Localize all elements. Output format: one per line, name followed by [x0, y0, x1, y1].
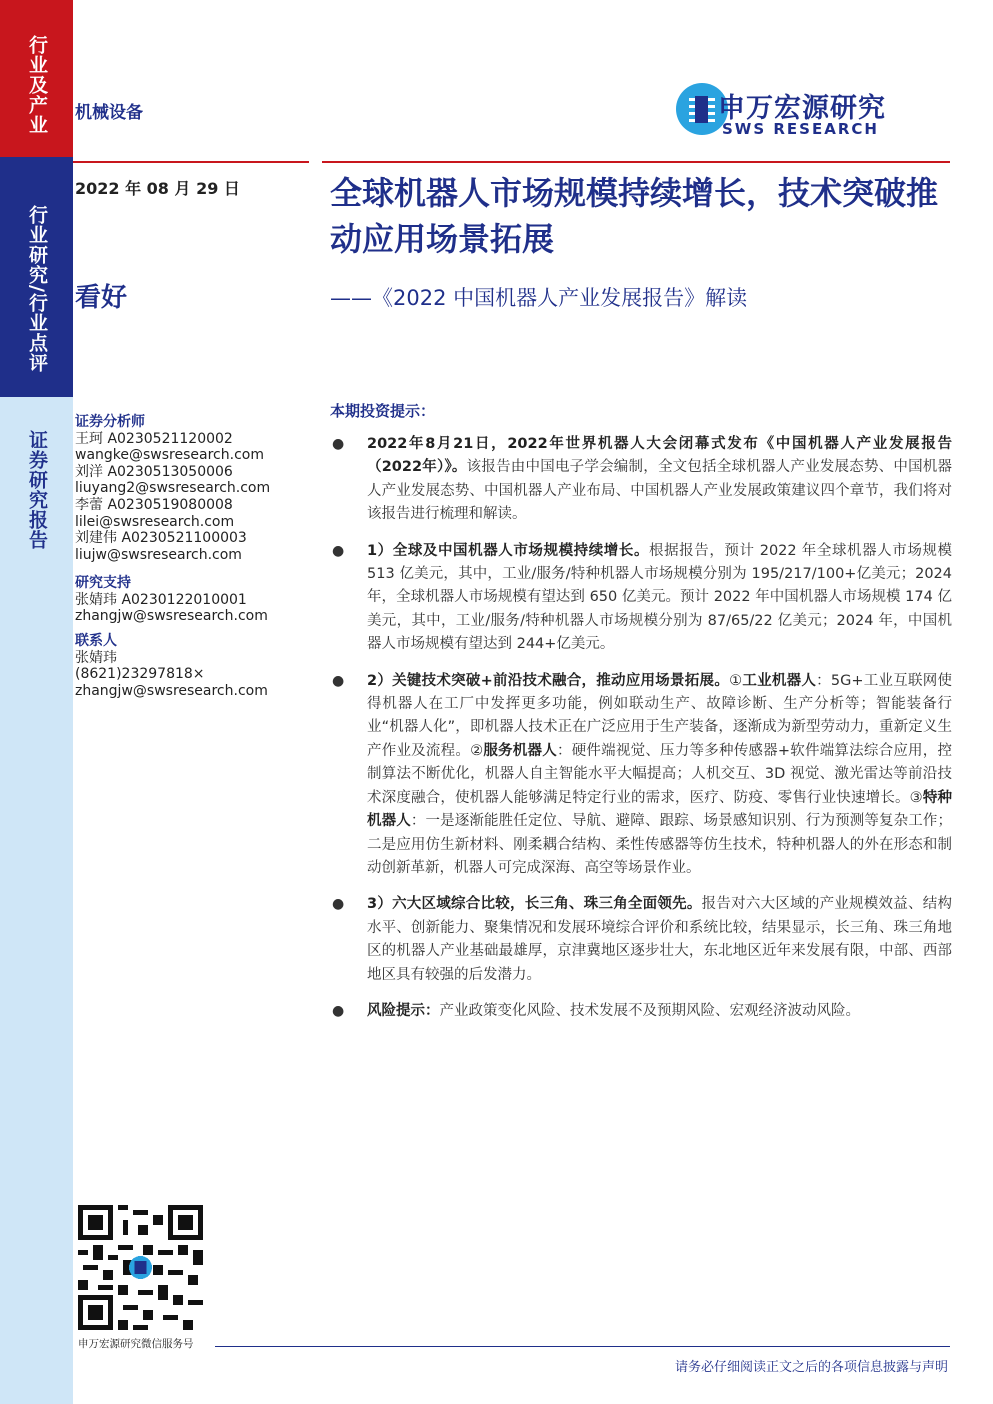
bullet-dot-icon: ● [332, 542, 345, 559]
analyst-block [75, 414, 315, 563]
bullet-text: 产业政策变化风险、技术发展不及预期风险、宏观经济波动风险。 [439, 1002, 860, 1019]
sidebar-report-type: 行业研究/行业点评 [26, 205, 48, 373]
qr-caption: 申万宏源研究微信服务号 [78, 1338, 194, 1350]
bullet-text: 该报告由中国电子学会编制，全文包括全球机器人产业发展态势、中国机器人产业发展态势、中国机器人产业布局、中国机器人产业发展政策建议四个章节，我们将对该报告进行梳理和解读。 [367, 459, 953, 523]
bullet-item [330, 433, 952, 527]
sidebar-series: 证券研究报告 [26, 430, 48, 550]
bullet-item [330, 670, 952, 881]
analyst-email[interactable]: liujw@swsresearch.com [75, 546, 242, 563]
bullet-subhead: 工业机器人 [742, 672, 817, 689]
analyst-email[interactable]: lilei@swsresearch.com [75, 513, 235, 530]
top-rule-left [73, 161, 309, 163]
bullet-dot-icon: ● [332, 672, 345, 689]
logo-text-en: SWS RESEARCH [722, 120, 879, 138]
contact-block [75, 633, 315, 699]
bullet-marker: ① [729, 672, 743, 689]
rating: 看好 [75, 283, 128, 313]
qr-code-icon[interactable] [78, 1205, 203, 1330]
top-rule-right [322, 161, 950, 163]
bullet-item [330, 1000, 952, 1023]
analyst-name: 刘建伟 A0230521100003 [75, 530, 247, 547]
footer-rule [215, 1346, 950, 1347]
support-email[interactable]: zhangjw@swsresearch.com [75, 608, 268, 625]
bullet-text: 根据报告，预计 2022 年全球机器人市场规模 513 亿美元，其中，工业/服务/特种机器人市场规模分别为 195/217/100+亿美元；2024 年，全球机器人市场规模有望达到 650 亿美元。预计 2022 年中国机器人市场规模 174 亿美元，其中，工业/服务/特种机器人市场规模分别为 87/65/22 亿美元；2024 年，中国机器人市场规模有望达到 244+亿美元。 [367, 542, 952, 653]
footer-disclaimer: 请务必仔细阅读正文之后的各项信息披露与声明 [674, 1360, 948, 1375]
contact-heading: 联系人 [75, 633, 117, 649]
analyst-name: 刘洋 A0230513050006 [75, 463, 233, 480]
support-block [75, 575, 315, 625]
bullet-text: ：硬件端视觉、压力等多种传感器+软件端算法综合应用，控制算法不断优化，机器人自主智能水平大幅提高；人机交互、3D 视觉、激光雷达等前沿技术深度融合，使机器人能够满足特定行业的需求，医疗、防疫、零售行业快速增长。 [367, 742, 953, 806]
bullet-dot-icon: ● [332, 436, 345, 452]
bullet-list [330, 433, 952, 1036]
bullet-dot-icon: ● [332, 1002, 345, 1019]
bullet-marker: ② [470, 742, 484, 759]
analyst-heading: 证券分析师 [75, 414, 145, 430]
bullet-item [330, 540, 952, 657]
bullet-item [330, 893, 952, 987]
bullet-text: ：一是逐渐能胜任定位、导航、避障、跟踪、场景感知识别、行为预测等复杂工作；二是应用仿生新材料、刚柔耦合结构、柔性传感器等仿生技术，特种机器人的外在形态和制动创新革新，机器人可完成深海、高空等场景作业。 [367, 813, 953, 876]
bullet-text: ：5G+工业互联网使得机器人在工厂中发挥更多功能，例如联动生产、故障诊断、生产分析等；智能装备行业“机器人化”，即机器人技术正在广泛应用于生产装备，逐渐成为新型劳动力，重新定义生产作业及流程。 [367, 672, 953, 759]
report-date: 2022 年 08 月 29 日 [75, 179, 240, 198]
bullet-lead: 风险提示： [367, 1002, 440, 1019]
bullet-marker: ③ [909, 789, 923, 806]
analyst-name: 王珂 A0230521120002 [75, 430, 233, 447]
contact-phone: (8621)23297818× [75, 666, 205, 683]
report-subtitle: ——《2022 中国机器人产业发展报告》解读 [330, 286, 748, 310]
bullet-subhead: 特种机器人 [367, 789, 953, 830]
bullet-lead: 2022年8月21日，2022年世界机器人大会闭幕式发布《中国机器人产业发展报告（2022年）》。 [367, 436, 952, 476]
bullet-dot-icon: ● [332, 896, 345, 913]
sector-label: 机械设备 [75, 103, 143, 123]
section-title: 本期投资提示： [330, 402, 436, 420]
bullet-lead: 2）关键技术突破+前沿技术融合，推动应用场景拓展。 [367, 672, 730, 689]
analyst-email[interactable]: liuyang2@swsresearch.com [75, 480, 271, 497]
bullet-subhead: 服务机器人 [483, 742, 557, 759]
analyst-name: 李蕾 A0230519080008 [75, 496, 233, 513]
bullet-lead: 3）六大区域综合比较，长三角、珠三角全面领先。 [367, 896, 702, 913]
sidebar-category: 行业及产业 [26, 35, 48, 135]
contact-name: 张婧玮 [75, 649, 117, 666]
bullet-text: 报告对六大区域的产业规模效益、结构水平、创新能力、聚集情况和发展环境综合评价和系统比较，结果显示，长三角、珠三角地区的机器人产业基础最雄厚，京津冀地区逐步壮大，东北地区近年来发展有限，中部、西部地区具有较强的后发潜力。 [367, 896, 952, 983]
bullet-lead: 1）全球及中国机器人市场规模持续增长。 [367, 542, 650, 559]
report-title: 全球机器人市场规模持续增长，技术突破推动应用场景拓展 [330, 174, 939, 258]
logo-text-cn: 申万宏源研究 [718, 93, 886, 124]
contact-email[interactable]: zhangjw@swsresearch.com [75, 682, 268, 699]
analyst-email[interactable]: wangke@swsresearch.com [75, 447, 264, 464]
support-name: 张婧玮 A0230122010001 [75, 591, 247, 608]
support-heading: 研究支持 [75, 575, 131, 591]
